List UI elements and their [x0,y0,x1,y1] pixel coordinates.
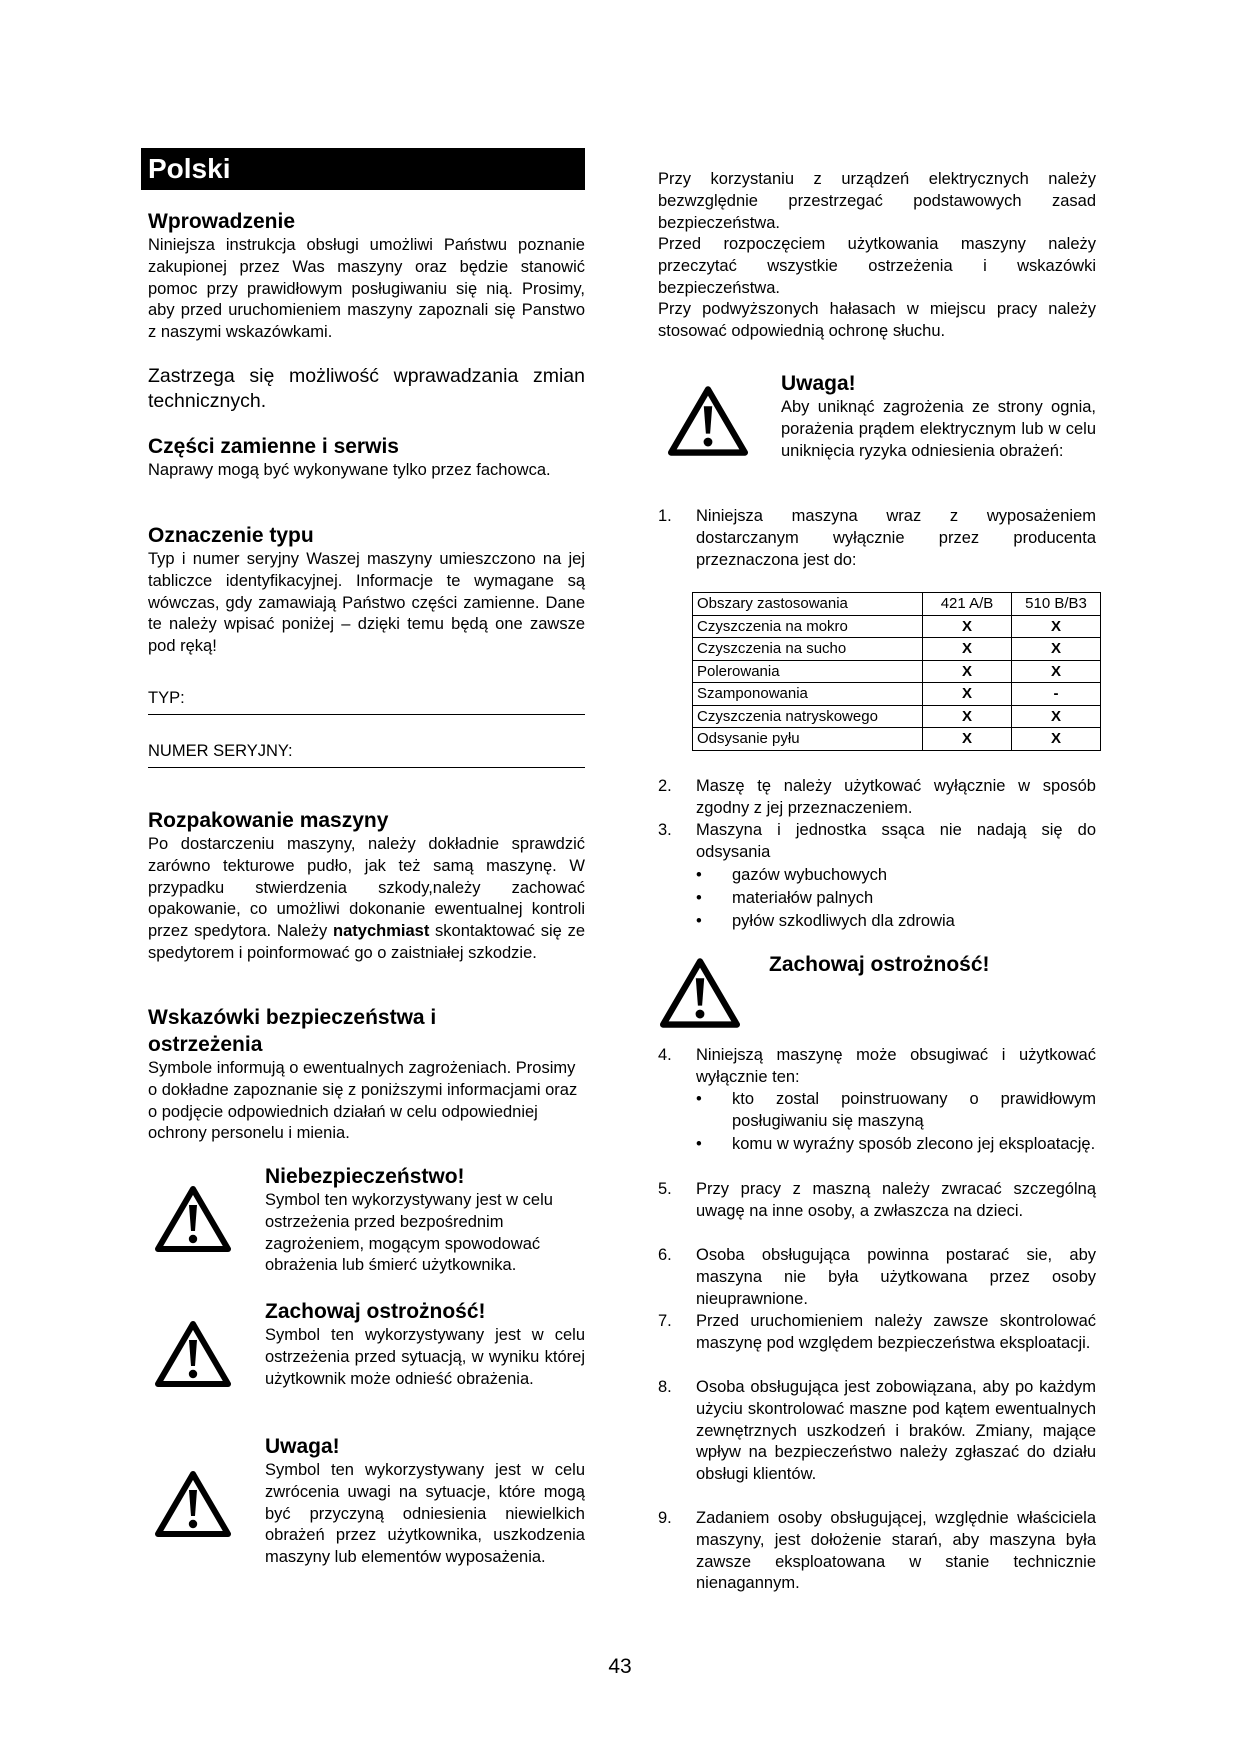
bullet-item: • gazów wybuchowych [658,865,1096,887]
warning-triangle-icon [155,1470,231,1538]
unpack-heading: Rozpakowanie maszyny [148,809,389,832]
table-cell: X [923,728,1012,751]
table-row [693,615,1101,638]
list-text: Osoba obsługująca powinna postarać sie, aby maszyna nie była użytkowana przez osoby nieuprawnione. [696,1246,1096,1308]
intro-text: Niniejsza instrukcja obsługi umożliwi Państwu poznanie zakupionej przez Was maszyny oraz będzie stanowić pomoc przy prawidłowym posługiwaniu się nią. Prosimy, aby przed uruchomieniem maszyny zapoznali się Panstwo z naszymi wskazówkami. [148,236,585,342]
table-cell: X [923,615,1012,638]
table-cell: X [923,683,1012,706]
warning-triangle-icon [660,957,740,1029]
table-header-cell: Obszary zastosowania [693,593,923,616]
applications-table [692,592,1101,751]
table-cell: Polerowania [693,660,923,683]
serial-label: NUMER SERYJNY: [148,742,293,760]
table-row [693,660,1101,683]
list-text: Niniejszą maszynę może obsugiwać i użytkować wyłącznie ten: [696,1046,1096,1086]
list-text: Przy pracy z maszną należy zwracać szczególną uwagę na inne osoby, a zwłaszcza na dzieci. [696,1180,1096,1220]
warning-triangle-icon [155,1185,231,1253]
table-cell: X [923,660,1012,683]
danger-heading: Niebezpieczeństwo! [265,1165,465,1188]
unpack-text-2: skontaktować się ze spedytorem i poinformować go o zaistniałej szkodzie. [148,922,585,962]
table-cell: X [1012,660,1101,683]
table-row [693,728,1101,751]
attention-heading: Uwaga! [265,1435,340,1458]
bullet-item: • materiałów palnych [658,888,1096,910]
list-text: Przed uruchomieniem należy zawsze skontrolować maszynę pod względem bezpieczeństwa eksploatacji. [696,1312,1096,1352]
serial-number-field[interactable] [148,742,585,768]
list-text: Osoba obsługująca jest zobowiązana, aby po każdym użyciu skontrolować maszne pod kątem ewentualnych zewnętrznych uszkodzeń i braków. Zmiany, mające wpływ na bezpieczeństwo należy zgłaszać do działu obsługi klientów. [696,1378,1096,1484]
table-cell: X [1012,728,1101,751]
right-intro-1: Przy korzystaniu z urządzeń elektrycznych należy bezwzględnie przestrzegać podstawowych zasad bezpieczeństwa. [658,170,1096,232]
safety-heading-1: Wskazówki bezpieczeństwa i [148,1006,437,1029]
caution-text: Symbol ten wykorzystywany jest w celu ostrzeżenia przed sytuacją, w wyniku której użytkownik może odnieść obrażenia. [265,1326,585,1388]
table-row [693,638,1101,661]
table-cell: X [1012,615,1101,638]
unpack-text-1: Po dostarczeniu maszyny, należy dokładnie sprawdzić zarówno tekturowe pudło, jak też samą maszynę. W przypadku stwierdzenia szkody,należy zachować opakowanie, co umożliwi dokonanie ewentualnej kontroli przez spedytora. Należy [148,835,585,941]
list-item [658,1179,1096,1245]
bullet-text: materiałów palnych [732,889,874,907]
list-item [658,1377,1096,1487]
list-item [658,506,1096,572]
list-item [658,1245,1096,1311]
list-number: 9. [658,1509,672,1527]
attention-text: Symbol ten wykorzystywany jest w celu zwrócenia uwagi na sytuacje, które mogą być przyczyną odniesienia niewielkich obrażeń przez użytkownika, uszkodzenia maszyny lub elementów wyposażenia. [265,1461,585,1567]
warning-triangle-icon [155,1320,231,1388]
page-number: 43 [608,1655,632,1678]
list-number: 1. [658,507,672,525]
bullet-item: • pyłów szkodliwych dla zdrowia [658,911,1096,933]
list-number: 7. [658,1312,672,1330]
parts-heading: Części zamienne i serwis [148,435,399,458]
safety-text: Symbole informują o ewentualnych zagrożeniach. Prosimy o dokładne zapoznanie się z poniższymi informacjami oraz o podjęcie odpowiednich działań w celu odpowiedniej ochrony personelu i mienia. [148,1059,578,1143]
table-cell: Czyszczenia na mokro [693,615,923,638]
table-cell: Czyszczenia natryskowego [693,705,923,728]
table-cell: - [1012,683,1101,706]
safety-heading-2: ostrzeżenia [148,1033,263,1056]
list-item [658,1508,1096,1596]
intro-heading: Wprowadzenie [148,210,296,233]
list-text: Niniejsza maszyna wraz z wyposażeniem dostarczanym wyłącznie przez producenta przeznaczona jest do: [696,507,1096,569]
bullet-item: • kto zostal poinstruowany o prawidłowym posługiwaniu się maszyną [658,1089,1096,1133]
table-row [693,705,1101,728]
list-number: 3. [658,821,672,839]
intro-note: Zastrzega się możliwość wprawadzania zmian technicznych. [148,365,585,412]
list-number: 4. [658,1046,672,1064]
warning-triangle-icon [668,385,748,457]
table-cell: Odsysanie pyłu [693,728,923,751]
list-text: Zadaniem osoby obsługującej, względnie właściciela maszyny, jest dołożenie starań, aby maszyna była zawsze eksploatowana w stanie technicznie nienagannym. [696,1509,1096,1593]
typ-field[interactable] [148,689,585,715]
caution-heading: Zachowaj ostrożność! [265,1300,486,1323]
bullet-text: pyłów szkodliwych dla zdrowia [732,912,955,930]
type-text: Typ i numer seryjny Waszej maszyny umieszczono na jej tabliczce identyfikacyjnej. Informacje te wymagane są wówczas, gdy zamawiają Państwo części zamienne. Dane te należy wpisać poniżej – dzięki temu będą one zawsze pod ręką! [148,550,585,656]
table-row [693,683,1101,706]
list-number: 6. [658,1246,672,1264]
right-warn-text: Aby uniknąć zagrożenia ze strony ognia, porażenia prądem elektrycznym lub w celu uniknięcia ryzyka odniesienia obrażeń: [781,398,1096,460]
bullet-item: • komu w wyraźny sposób zlecono jej eksploatację. [658,1134,1096,1178]
right-intro-3: Przy podwyższonych hałasach w miejscu pracy należy stosować odpowiednią ochronę słuchu. [658,300,1096,340]
table-header-cell: 421 A/B [923,593,1012,616]
list-item [658,1045,1096,1089]
table-header-row [693,593,1101,616]
type-heading: Oznaczenie typu [148,524,314,547]
typ-label: TYP: [148,689,185,707]
bullet-text: kto zostal poinstruowany o prawidłowym posługiwaniu się maszyną [732,1090,1096,1130]
bullet-text: komu w wyraźny sposób zlecono jej eksploatację. [732,1135,1096,1153]
danger-text: Symbol ten wykorzystywany jest w celu ostrzeżenia przed bezpośrednim zagrożeniem, mogącym spowodować obrażenia lub śmierć użytkownika. [265,1191,553,1275]
list-item [658,1311,1096,1377]
list-text: Maszyna i jednostka ssąca nie nadają się do odsysania [696,821,1096,861]
list-item [658,820,1096,864]
right-intro-2: Przed rozpoczęciem użytkowania maszyny należy przeczytać wszystkie ostrzeżenia i wskazówki bezpieczeństwa. [658,235,1096,297]
list-item [658,776,1096,820]
table-cell: Szamponowania [693,683,923,706]
unpack-bold: natychmiast [333,922,430,941]
list-number: 2. [658,777,672,795]
right-warn-heading: Uwaga! [781,372,856,395]
table-cell: X [923,705,1012,728]
list-number: 8. [658,1378,672,1396]
table-header-cell: 510 B/B3 [1012,593,1101,616]
right-caution-heading: Zachowaj ostrożność! [769,953,990,976]
language-banner: Polski [141,148,585,190]
table-cell: X [1012,705,1101,728]
table-cell: Czyszczenia na sucho [693,638,923,661]
parts-text: Naprawy mogą być wykonywane tylko przez fachowca. [148,461,551,479]
list-text: Maszę tę należy użytkować wyłącznie w sposób zgodny z jej przeznaczeniem. [696,777,1096,817]
bullet-text: gazów wybuchowych [732,866,887,884]
unpack-text [148,834,585,965]
list-number: 5. [658,1180,672,1198]
table-cell: X [1012,638,1101,661]
table-cell: X [923,638,1012,661]
